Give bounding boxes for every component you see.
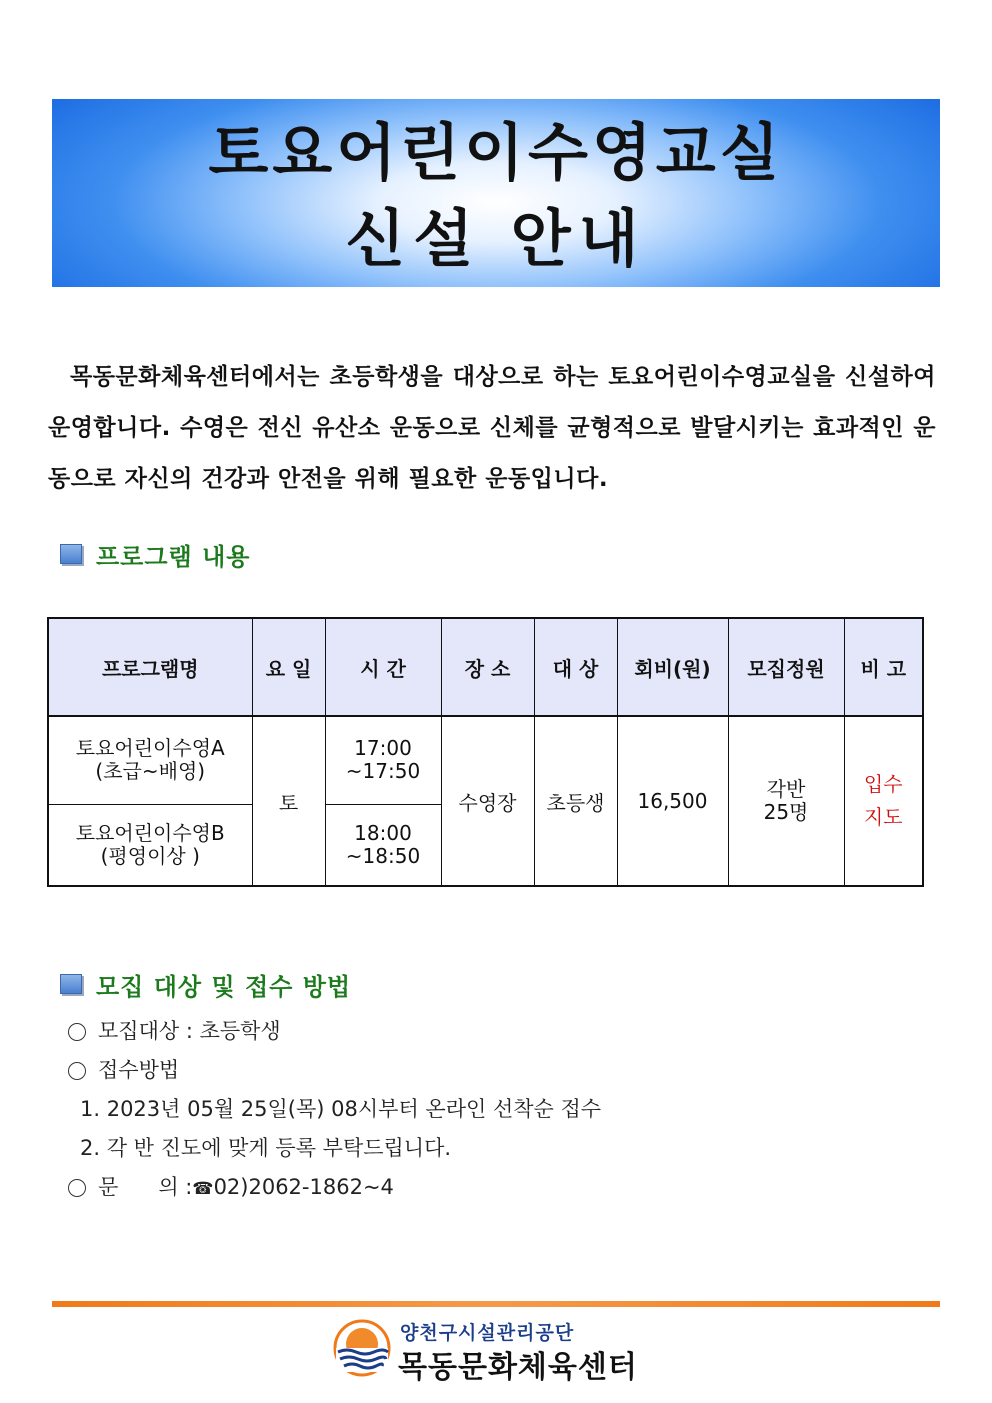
header-note: 비 고 xyxy=(844,618,923,716)
header-target: 대 상 xyxy=(534,618,617,716)
org-parent-name: 양천구시설관리공단 xyxy=(400,1322,575,1344)
place-cell: 수영장 xyxy=(441,716,534,886)
title-banner xyxy=(52,99,940,287)
recruit-target: 모집대상 : 초등학생 xyxy=(98,1019,281,1043)
square-bullet-icon xyxy=(60,544,82,564)
capacity-line-2: 25명 xyxy=(763,800,809,824)
time-start: 18:00 xyxy=(354,820,412,845)
intro-paragraph: 목동문화체육센터에서는 초등학생을 대상으로 하는 토요어린이수영교실을 신설하여 운영합니다. 수영은 전신 유산소 운동으로 신체를 균형적으로 발달시키는 효과적인 운동으로 자신의 건강과 안전을 위해 필요한 운동입니다. xyxy=(48,364,936,492)
time-cell xyxy=(325,804,441,886)
capacity-cell xyxy=(728,716,844,886)
header-capacity: 모집정원 xyxy=(728,618,844,716)
program-name-cell xyxy=(48,716,252,804)
phone-icon: ☎ xyxy=(192,1179,214,1199)
section-program-header xyxy=(60,538,250,570)
circle-bullet-icon xyxy=(68,1062,86,1080)
time-end: ~18:50 xyxy=(345,843,421,868)
header-fee: 회비(원) xyxy=(617,618,728,716)
title-line-1: 토요어린이수영교실 xyxy=(208,116,784,189)
program-name: 토요어린이수영B xyxy=(75,820,225,845)
recruit-list xyxy=(68,1012,908,1207)
header-time: 시 간 xyxy=(325,618,441,716)
note-line-1: 입수 xyxy=(863,772,903,796)
program-level: (평영이상 ) xyxy=(100,843,200,868)
footer-divider xyxy=(52,1301,940,1307)
circle-bullet-icon xyxy=(68,1179,86,1197)
program-table xyxy=(47,617,924,887)
time-start: 17:00 xyxy=(354,736,412,761)
time-end: ~17:50 xyxy=(345,759,421,784)
list-item: 2. 각 반 진도에 맞게 등록 부탁드립니다. xyxy=(80,1136,452,1160)
time-cell xyxy=(325,716,441,804)
fee-cell: 16,500 xyxy=(617,716,728,886)
day-cell: 토 xyxy=(252,716,325,886)
org-name: 목동문화체육센터 xyxy=(398,1350,638,1385)
square-bullet-icon xyxy=(60,974,82,994)
note-line-2: 지도 xyxy=(863,805,903,829)
program-level: (초급~배영) xyxy=(95,759,206,784)
list-item xyxy=(68,1168,908,1207)
program-name-cell xyxy=(48,804,252,886)
recruit-method: 접수방법 xyxy=(98,1058,180,1082)
title-line-2: 신설 안내 xyxy=(345,202,647,275)
circle-bullet-icon xyxy=(68,1023,86,1041)
section-title-recruit: 모집 대상 및 접수 방법 xyxy=(96,972,352,1001)
header-place: 장 소 xyxy=(441,618,534,716)
program-name: 토요어린이수영A xyxy=(75,736,225,761)
inquiry-label: 문 의 : xyxy=(98,1175,193,1199)
center-logo xyxy=(332,1318,392,1378)
note-cell xyxy=(844,716,923,886)
target-cell: 초등생 xyxy=(534,716,617,886)
table-row xyxy=(48,716,923,804)
inquiry-phone: 02)2062-1862~4 xyxy=(213,1175,394,1199)
section-recruit-header xyxy=(60,968,351,1000)
header-day: 요 일 xyxy=(252,618,325,716)
table-header-row xyxy=(48,618,923,716)
capacity-line-1: 각반 xyxy=(766,777,806,801)
list-item: 1. 2023년 05월 25일(목) 08시부터 온라인 선착순 접수 xyxy=(80,1097,602,1121)
list-item xyxy=(68,1051,908,1090)
section-title-program: 프로그램 내용 xyxy=(96,542,251,571)
header-program-name: 프로그램명 xyxy=(48,618,252,716)
list-item xyxy=(68,1012,908,1051)
